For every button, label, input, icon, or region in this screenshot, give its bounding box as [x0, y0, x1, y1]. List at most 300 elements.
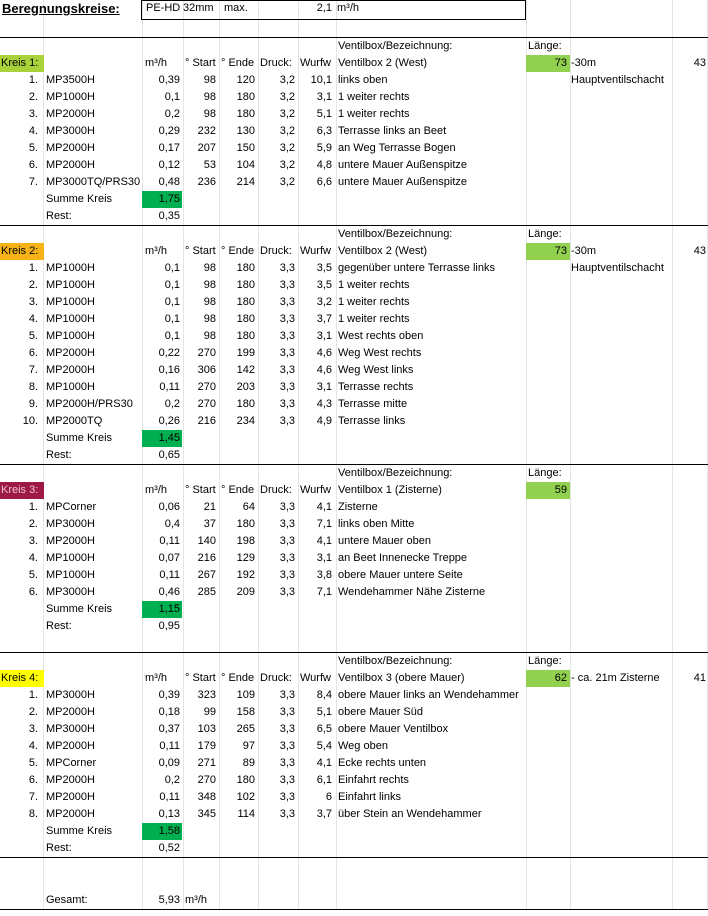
col-start: ° Start [185, 484, 216, 496]
total-unit: m³/h [185, 894, 207, 906]
nozzle-model: MP3000TQ/PRS30 [46, 176, 141, 188]
max-flow-unit: m³/h [337, 2, 359, 14]
location-note: Hauptventilschacht [571, 262, 664, 274]
end-angle: 209 [236, 586, 255, 598]
row-number: 3. [28, 108, 38, 120]
summe-row [0, 601, 708, 618]
sprinkler-row [0, 174, 708, 191]
throw: 10,1 [310, 74, 332, 86]
flow-value: 0,16 [158, 364, 180, 376]
end-angle: 198 [236, 535, 255, 547]
row-number: 5. [28, 330, 38, 342]
sprinkler-row [0, 106, 708, 123]
nozzle-description: Terrasse links [338, 415, 406, 427]
sprinkler-row [0, 379, 708, 396]
rest-row [0, 840, 708, 857]
sprinkler-row [0, 584, 708, 601]
circuit-header-row [0, 37, 708, 55]
throw: 4,9 [316, 415, 332, 427]
nozzle-model: MPCorner [46, 757, 97, 769]
throw: 4,6 [316, 364, 332, 376]
laenge-value: 73 [526, 55, 570, 72]
sprinkler-row [0, 311, 708, 328]
nozzle-model: MP3500H [46, 74, 95, 86]
summe-label: Summe Kreis [46, 603, 113, 615]
sprinkler-row [0, 721, 708, 738]
end-angle: 180 [236, 296, 255, 308]
extra-value: 41 [693, 672, 706, 684]
throw: 5,1 [316, 706, 332, 718]
circuit-name-row [0, 482, 708, 499]
nozzle-model: MP3000H [46, 518, 95, 530]
row-number: 7. [28, 176, 38, 188]
throw: 5,1 [316, 108, 332, 120]
row-number: 2. [28, 706, 38, 718]
rest-label: Rest: [46, 620, 72, 632]
start-angle: 270 [197, 381, 216, 393]
col-m3h: m³/h [145, 245, 167, 257]
sprinkler-row [0, 89, 708, 106]
circuit-label: Kreis 3: [0, 482, 44, 499]
empty-row [0, 20, 708, 37]
pressure: 3,3 [279, 330, 295, 342]
pressure: 3,3 [279, 415, 295, 427]
summe-row [0, 430, 708, 447]
start-angle: 270 [197, 347, 216, 359]
nozzle-model: MP1000H [46, 279, 95, 291]
col-druck: Druck: [260, 484, 292, 496]
pressure: 3,3 [279, 364, 295, 376]
total-label: Gesamt: [46, 894, 88, 906]
end-angle: 214 [236, 176, 255, 188]
end-angle: 158 [236, 706, 255, 718]
start-angle: 98 [203, 296, 216, 308]
pipe-size: 32mm [183, 2, 214, 14]
flow-value: 0,11 [159, 740, 180, 752]
pressure: 3,2 [279, 74, 295, 86]
circuit-header-row [0, 464, 708, 482]
end-angle: 142 [236, 364, 255, 376]
throw: 6,1 [316, 774, 332, 786]
throw: 3,8 [316, 569, 332, 581]
pressure: 3,3 [279, 569, 295, 581]
col-druck: Druck: [260, 672, 292, 684]
start-angle: 98 [203, 313, 216, 325]
rest-label: Rest: [46, 842, 72, 854]
pressure: 3,2 [279, 91, 295, 103]
ventilbox-name: Ventilbox 2 (West) [338, 245, 428, 257]
row-number: 6. [28, 586, 38, 598]
nozzle-model: MP3000H [46, 125, 95, 137]
row-number: 6. [28, 347, 38, 359]
nozzle-model: MP3000H [46, 586, 95, 598]
pressure: 3,3 [279, 723, 295, 735]
end-angle: 234 [236, 415, 255, 427]
laenge-heading: Länge: [528, 228, 562, 240]
nozzle-model: MPCorner [46, 501, 97, 513]
nozzle-description: 1 weiter rechts [338, 279, 410, 291]
laenge-note: -30m [571, 245, 597, 257]
nozzle-description: Weg oben [338, 740, 388, 752]
sprinkler-row [0, 704, 708, 721]
nozzle-description: an Weg Terrasse Bogen [338, 142, 456, 154]
end-angle: 192 [236, 569, 255, 581]
pressure: 3,3 [279, 791, 295, 803]
end-angle: 114 [237, 808, 255, 820]
start-angle: 207 [197, 142, 216, 154]
nozzle-description: obere Mauer Süd [338, 706, 423, 718]
flow-value: 0,1 [164, 91, 180, 103]
throw: 3,7 [316, 313, 332, 325]
nozzle-model: MP2000H/PRS30 [46, 398, 133, 410]
rest-row [0, 208, 708, 225]
empty-row [0, 857, 708, 875]
nozzle-model: MP2000H [46, 142, 95, 154]
flow-value: 0,11 [159, 535, 180, 547]
pressure: 3,3 [279, 552, 295, 564]
ventilbox-heading: Ventilbox/Bezeichnung: [338, 655, 453, 667]
col-ende: ° Ende [221, 57, 255, 69]
sprinkler-row [0, 294, 708, 311]
sprinkler-row [0, 806, 708, 823]
nozzle-description: untere Mauer Außenspitze [338, 159, 468, 171]
col-wurf: Wurfw [300, 245, 331, 257]
col-start: ° Start [185, 57, 216, 69]
nozzle-description: Weg West links [338, 364, 414, 376]
flow-value: 0,22 [158, 347, 180, 359]
rest-label: Rest: [46, 449, 72, 461]
nozzle-description: Weg West rechts [338, 347, 422, 359]
throw: 3,1 [316, 381, 332, 393]
throw: 3,5 [316, 279, 332, 291]
max-flow: 2,1 [316, 2, 332, 14]
nozzle-description: links oben Mitte [338, 518, 415, 530]
nozzle-description: obere Mauer untere Seite [338, 569, 463, 581]
flow-value: 0,37 [158, 723, 180, 735]
sprinkler-row [0, 396, 708, 413]
nozzle-model: MP2000H [46, 791, 95, 803]
throw: 3,5 [316, 262, 332, 274]
rest-row [0, 618, 708, 635]
ventilbox-heading: Ventilbox/Bezeichnung: [338, 40, 453, 52]
pressure: 3,3 [279, 347, 295, 359]
start-angle: 216 [197, 415, 216, 427]
end-angle: 102 [236, 791, 255, 803]
flow-value: 0,1 [164, 262, 180, 274]
flow-value: 0,1 [164, 279, 180, 291]
start-angle: 236 [197, 176, 216, 188]
nozzle-model: MP1000H [46, 313, 95, 325]
total-row [0, 892, 708, 909]
pressure: 3,3 [279, 706, 295, 718]
flow-value: 0,39 [158, 689, 180, 701]
laenge-note: -30m [571, 57, 597, 69]
col-wurf: Wurfw [300, 57, 331, 69]
row-number: 4. [28, 313, 38, 325]
nozzle-model: MP1000H [46, 91, 95, 103]
row-number: 8. [28, 381, 38, 393]
pressure: 3,3 [279, 296, 295, 308]
laenge-value: 73 [526, 243, 570, 260]
flow-value: 0,2 [164, 108, 180, 120]
start-angle: 232 [197, 125, 216, 137]
rest-value: 0,95 [158, 620, 180, 632]
sprinkler-row [0, 277, 708, 294]
nozzle-description: Zisterne [338, 501, 378, 513]
header-row [0, 0, 708, 20]
throw: 7,1 [316, 586, 332, 598]
start-angle: 98 [203, 91, 216, 103]
start-angle: 37 [203, 518, 216, 530]
row-number: 1. [28, 501, 38, 513]
circuit-name-row [0, 243, 708, 260]
sprinkler-row [0, 567, 708, 584]
throw: 3,1 [316, 552, 332, 564]
nozzle-model: MP2000H [46, 108, 95, 120]
throw: 4,3 [316, 398, 332, 410]
nozzle-description: obere Mauer links an Wendehammer [338, 689, 519, 701]
pressure: 3,3 [279, 808, 295, 820]
sprinkler-row [0, 413, 708, 430]
start-angle: 98 [203, 279, 216, 291]
sprinkler-row [0, 550, 708, 567]
start-angle: 348 [197, 791, 216, 803]
ventilbox-heading: Ventilbox/Bezeichnung: [338, 228, 453, 240]
end-angle: 129 [236, 552, 255, 564]
laenge-heading: Länge: [528, 467, 562, 479]
sprinkler-row [0, 789, 708, 806]
nozzle-model: MP2000H [46, 808, 95, 820]
row-number: 5. [28, 142, 38, 154]
col-druck: Druck: [260, 245, 292, 257]
start-angle: 345 [197, 808, 216, 820]
end-angle: 265 [236, 723, 255, 735]
ventilbox-heading: Ventilbox/Bezeichnung: [338, 467, 453, 479]
pressure: 3,3 [279, 689, 295, 701]
circuit-label: Kreis 4: [0, 670, 44, 687]
end-angle: 180 [236, 91, 255, 103]
row-number: 8. [28, 808, 38, 820]
row-number: 4. [28, 740, 38, 752]
nozzle-model: MP2000H [46, 364, 95, 376]
flow-value: 0,09 [158, 757, 180, 769]
row-number: 5. [28, 569, 38, 581]
nozzle-description: 1 weiter rechts [338, 108, 410, 120]
row-number: 1. [28, 74, 38, 86]
throw: 6,5 [316, 723, 332, 735]
summe-label: Summe Kreis [46, 825, 113, 837]
flow-value: 0,06 [158, 501, 180, 513]
flow-value: 0,48 [158, 176, 180, 188]
col-ende: ° Ende [221, 672, 255, 684]
col-start: ° Start [185, 672, 216, 684]
circuit-header-row [0, 225, 708, 243]
pressure: 3,2 [279, 108, 295, 120]
nozzle-model: MP2000H [46, 740, 95, 752]
nozzle-description: über Stein an Wendehammer [338, 808, 482, 820]
sprinkler-row [0, 345, 708, 362]
row-number: 4. [28, 125, 38, 137]
throw: 3,7 [316, 808, 332, 820]
extra-value [672, 482, 708, 499]
sprinkler-row [0, 123, 708, 140]
sprinkler-row [0, 499, 708, 516]
throw: 8,4 [316, 689, 332, 701]
nozzle-description: untere Mauer Außenspitze [338, 176, 468, 188]
pipe-type: PE-HD [146, 2, 181, 14]
throw: 3,1 [316, 330, 332, 342]
row-number: 10. [22, 415, 38, 427]
nozzle-description: 1 weiter rechts [338, 296, 410, 308]
nozzle-model: MP2000H [46, 706, 95, 718]
pressure: 3,2 [279, 142, 295, 154]
nozzle-description: Wendehammer Nähe Zisterne [338, 586, 486, 598]
pressure: 3,3 [279, 313, 295, 325]
summe-value: 1,58 [142, 823, 182, 840]
pressure: 3,3 [279, 381, 295, 393]
throw: 3,2 [316, 296, 332, 308]
sprinkler-row [0, 533, 708, 550]
row-number: 1. [28, 262, 38, 274]
nozzle-description: West rechts oben [338, 330, 424, 342]
pressure: 3,3 [279, 586, 295, 598]
pressure: 3,3 [279, 279, 295, 291]
pressure: 3,3 [279, 398, 295, 410]
summe-value: 1,75 [142, 191, 182, 208]
flow-value: 0,46 [158, 586, 180, 598]
summe-label: Summe Kreis [46, 193, 113, 205]
sheet-title: Beregnungskreise: [2, 1, 120, 16]
flow-value: 0,1 [164, 296, 180, 308]
pressure: 3,3 [279, 535, 295, 547]
start-angle: 98 [203, 74, 216, 86]
max-label: max. [224, 2, 248, 14]
circuit-label: Kreis 1: [0, 55, 44, 72]
laenge-heading: Länge: [528, 655, 562, 667]
nozzle-description: obere Mauer Ventilbox [338, 723, 449, 735]
sprinkler-row [0, 738, 708, 755]
rest-row [0, 447, 708, 464]
start-angle: 271 [197, 757, 216, 769]
start-angle: 267 [197, 569, 216, 581]
laenge-value: 62 [526, 670, 570, 687]
start-angle: 98 [203, 108, 216, 120]
end-angle: 180 [236, 518, 255, 530]
ventilbox-name: Ventilbox 3 (obere Mauer) [338, 672, 465, 684]
throw: 4,1 [316, 757, 332, 769]
rest-value: 0,65 [158, 449, 180, 461]
pressure: 3,2 [279, 176, 295, 188]
sprinkler-row [0, 516, 708, 533]
flow-value: 0,2 [164, 398, 180, 410]
nozzle-description: links oben [338, 74, 388, 86]
flow-value: 0,11 [159, 791, 180, 803]
end-angle: 89 [242, 757, 255, 769]
throw: 5,4 [316, 740, 332, 752]
pressure: 3,2 [279, 159, 295, 171]
start-angle: 98 [203, 330, 216, 342]
flow-value: 0,1 [164, 313, 180, 325]
flow-value: 0,12 [158, 159, 180, 171]
nozzle-model: MP2000H [46, 535, 95, 547]
sprinkler-row [0, 157, 708, 174]
throw: 4,8 [316, 159, 332, 171]
flow-value: 0,13 [158, 808, 180, 820]
summe-row [0, 191, 708, 208]
row-number: 2. [28, 91, 38, 103]
start-angle: 270 [197, 774, 216, 786]
nozzle-description: 1 weiter rechts [338, 313, 410, 325]
start-angle: 179 [197, 740, 216, 752]
nozzle-description: Einfahrt links [338, 791, 401, 803]
row-number: 2. [28, 279, 38, 291]
start-angle: 306 [197, 364, 216, 376]
start-angle: 323 [197, 689, 216, 701]
flow-value: 0,11 [159, 569, 180, 581]
nozzle-model: MP2000H [46, 159, 95, 171]
end-angle: 180 [236, 774, 255, 786]
location-note: Hauptventilschacht [571, 74, 664, 86]
row-number: 6. [28, 159, 38, 171]
throw: 5,9 [316, 142, 332, 154]
nozzle-model: MP1000H [46, 569, 95, 581]
col-wurf: Wurfw [300, 672, 331, 684]
end-angle: 150 [236, 142, 255, 154]
nozzle-model: MP3000H [46, 723, 95, 735]
flow-value: 0,4 [164, 518, 180, 530]
col-start: ° Start [185, 245, 216, 257]
nozzle-model: MP1000H [46, 552, 95, 564]
laenge-note: - ca. 21m Zisterne [571, 672, 660, 684]
end-angle: 180 [236, 108, 255, 120]
pressure: 3,2 [279, 125, 295, 137]
nozzle-description: Terrasse mitte [338, 398, 408, 410]
end-angle: 64 [242, 501, 255, 513]
nozzle-description: an Beet Innenecke Treppe [338, 552, 468, 564]
flow-value: 0,11 [159, 381, 180, 393]
flow-value: 0,18 [158, 706, 180, 718]
flow-value: 0,29 [158, 125, 180, 137]
total-value: 5,93 [158, 894, 180, 906]
throw: 3,1 [316, 91, 332, 103]
row-number: 9. [28, 398, 38, 410]
circuit-name-row [0, 55, 708, 72]
throw: 6 [325, 791, 332, 803]
laenge-value: 59 [526, 482, 570, 499]
pressure: 3,3 [279, 501, 295, 513]
row-number: 7. [28, 364, 38, 376]
ventilbox-name: Ventilbox 1 (Zisterne) [338, 484, 442, 496]
empty-row [0, 635, 708, 652]
nozzle-description: Einfahrt rechts [338, 774, 409, 786]
circuit-name-row [0, 670, 708, 687]
nozzle-description: Terrasse links an Beet [338, 125, 447, 137]
end-angle: 180 [236, 262, 255, 274]
throw: 4,1 [316, 535, 332, 547]
start-angle: 216 [197, 552, 216, 564]
col-ende: ° Ende [221, 245, 255, 257]
nozzle-description: 1 weiter rechts [338, 91, 410, 103]
col-m3h: m³/h [145, 672, 167, 684]
pressure: 3,3 [279, 262, 295, 274]
start-angle: 103 [197, 723, 216, 735]
nozzle-description: Terrasse rechts [338, 381, 414, 393]
col-ende: ° Ende [221, 484, 255, 496]
end-angle: 104 [236, 159, 255, 171]
pressure: 3,3 [279, 757, 295, 769]
col-druck: Druck: [260, 57, 292, 69]
sprinkler-row [0, 772, 708, 789]
